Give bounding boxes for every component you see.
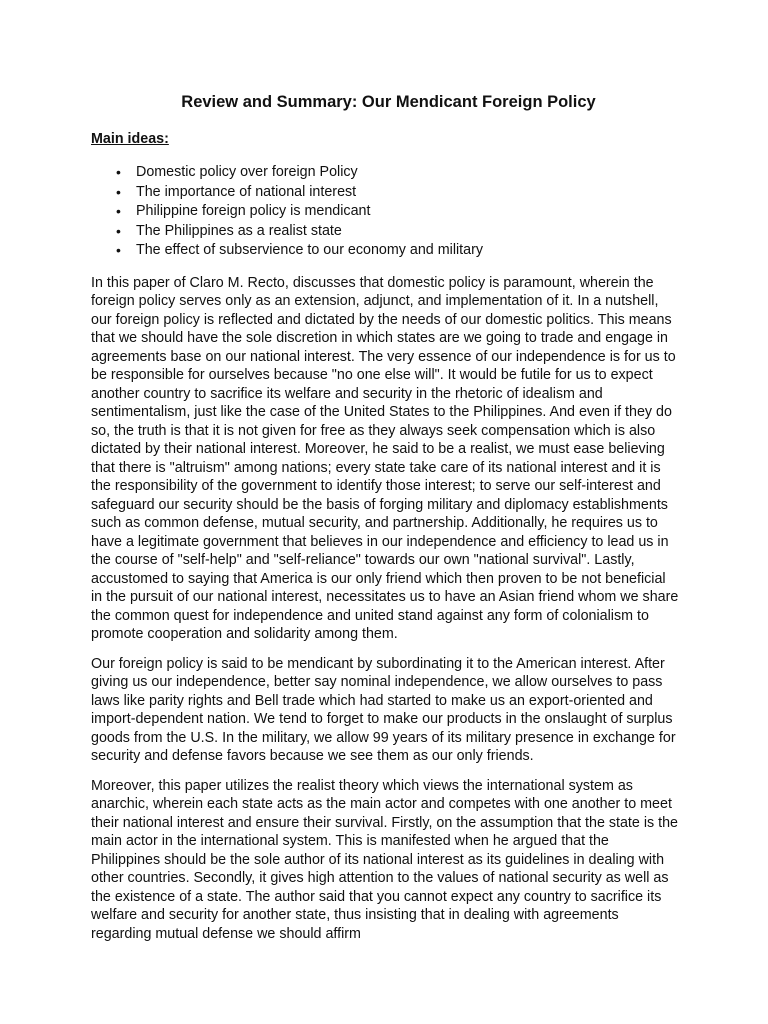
main-ideas-list xyxy=(91,163,680,261)
main-idea-item: • Philippine foreign policy is mendicant xyxy=(91,202,680,222)
main-idea-item: • Domestic policy over foreign Policy xyxy=(91,163,680,183)
main-idea-item: • The effect of subservience to our economy and military xyxy=(91,241,680,261)
body-paragraph-2: Our foreign policy is said to be mendicant by subordinating it to the American interest. After giving us our independence, better say nominal independence, we allow ourselves to pass laws like parity rights and Bell trade which had started to make us an export-oriented and import-dependent nation. We tend to forget to make our products in the onslaught of surplus goods from the U.S. In the military, we allow 99 years of its military presence in exchange for security and defense favors because we see them as our only friends. xyxy=(91,655,676,765)
main-idea-item: • The importance of national interest xyxy=(91,183,680,203)
document-title: Review and Summary: Our Mendicant Foreign Policy xyxy=(181,93,596,111)
main-idea-item: • The Philippines as a realist state xyxy=(91,222,680,242)
body-paragraph-3: Moreover, this paper utilizes the realist theory which views the international system as anarchic, wherein each state acts as the main actor and competes with one another to meet their national interest and ensure their survival. Firstly, on the assumption that the state is the main actor in the international system. This is manifested when he argued that the Philippines should be the sole author of its national interest as its guidelines in dealing with other countries. Secondly, it gives high attention to the values of national security as well as the existence of a state. The author said that you cannot expect any country to sacrifice its welfare and security for another state, thus insisting that in dealing with agreements regarding mutual defense we should affirm xyxy=(91,777,679,942)
main-ideas-heading: Main ideas: xyxy=(91,131,169,147)
body-paragraph-1: In this paper of Claro M. Recto, discusses that domestic policy is paramount, wherein the foreign policy serves only as an extension, adjunct, and implementation of it. In a nutshell, our foreign policy is reflected and dictated by the needs of our domestic politics. This means that we should have the sole discretion in which states are we going to trade and engage in agreements base on our national interest. The very essence of our independence is for us to be responsible for ourselves because "no one else will". It would be futile for us to expect another country to sacrifice its welfare and security in the rhetoric of idealism and sentimentalism, just like the case of the United States to the Philippines. And even if they do so, the truth is that it is not given for free as they always seek compensation which is also dictated by their national interest. Moreover, he said to be a realist, we must ease believing that there is "altruism" among nations; every state take care of its national interest and it is the responsibility of the government to identify those interest; to serve our self-interest and safeguard our security should be the basis of forging military and diplomacy establishments such as common defense, mutual security, and partnership. Additionally, he requires us to have a legitimate government that believes in our independence and efficiency to lead us in the course of "self-help" and "self-reliance" towards our own "national survival". Lastly, accustomed to saying that America is our only friend which then proven to be not beneficial in the pursuit of our national interest, necessitates us to have an Asian friend whom we share the common quest for independence and united stand against any form of colonialism to promote cooperation and solidarity among them. xyxy=(91,274,679,643)
